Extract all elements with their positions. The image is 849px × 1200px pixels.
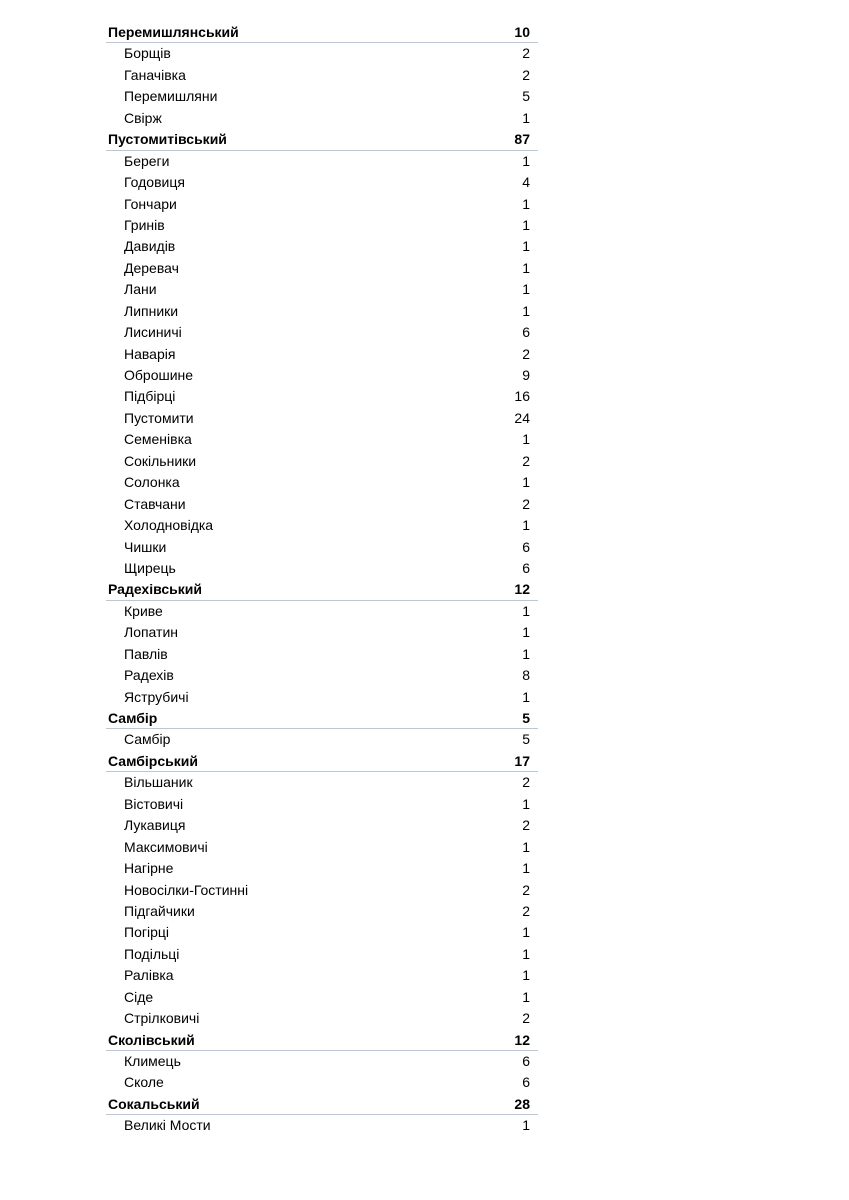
- settlement-name: Ралівка: [124, 967, 174, 984]
- settlement-row: [106, 1115, 538, 1136]
- settlement-name: Гринів: [124, 216, 165, 233]
- settlement-row: [106, 880, 538, 901]
- settlement-row: [106, 451, 538, 472]
- settlement-name: Погірці: [124, 924, 169, 941]
- settlement-count: 6: [522, 324, 530, 341]
- settlement-count: 1: [522, 238, 530, 255]
- settlement-count: 2: [522, 881, 530, 898]
- settlement-name: Давидів: [124, 238, 176, 255]
- settlement-count: 2: [522, 817, 530, 834]
- settlement-name: Підбірці: [124, 388, 176, 405]
- settlement-row: [106, 922, 538, 943]
- settlement-count: 1: [522, 945, 530, 962]
- settlement-count: 1: [522, 967, 530, 984]
- settlement-row: [106, 1072, 538, 1093]
- settlement-name: Солонка: [124, 474, 180, 491]
- settlement-row: [106, 494, 538, 515]
- settlement-count: 5: [522, 731, 530, 748]
- settlement-count: 2: [522, 345, 530, 362]
- settlement-count: 1: [522, 924, 530, 941]
- settlement-count: 1: [522, 1117, 530, 1134]
- settlement-name: Вільшаник: [124, 774, 193, 791]
- settlement-count: 2: [522, 452, 530, 469]
- settlement-row: [106, 622, 538, 643]
- settlement-name: Великі Мости: [124, 1117, 211, 1134]
- settlement-count: 1: [522, 474, 530, 491]
- settlement-row: [106, 301, 538, 322]
- settlement-count: 1: [522, 259, 530, 276]
- settlement-row: [106, 901, 538, 922]
- settlement-name: Перемишляни: [124, 88, 218, 105]
- settlement-name: Лопатин: [124, 624, 178, 641]
- district-name: Сколівський: [108, 1031, 195, 1048]
- settlement-name: Ставчани: [124, 495, 186, 512]
- settlement-name: Лисиничі: [124, 324, 182, 341]
- settlement-count: 1: [522, 860, 530, 877]
- settlement-row: [106, 644, 538, 665]
- district-total: 28: [514, 1095, 530, 1112]
- settlement-row: [106, 729, 538, 750]
- settlement-name: Максимовичі: [124, 838, 208, 855]
- settlement-count: 1: [522, 152, 530, 169]
- settlement-row: [106, 472, 538, 493]
- settlement-name: Гончари: [124, 195, 177, 212]
- settlement-count: 6: [522, 538, 530, 555]
- settlement-row: [106, 279, 538, 300]
- settlement-name: Сколе: [124, 1074, 164, 1091]
- settlement-count: 1: [522, 109, 530, 126]
- district-name: Сокальський: [108, 1095, 200, 1112]
- settlement-name: Борщів: [124, 45, 171, 62]
- settlement-row: [106, 687, 538, 708]
- settlement-count: 1: [522, 302, 530, 319]
- settlement-count: 1: [522, 795, 530, 812]
- settlement-name: Пустомити: [124, 409, 194, 426]
- settlement-count: 1: [522, 216, 530, 233]
- settlement-row: [106, 965, 538, 986]
- settlement-count: 2: [522, 1010, 530, 1027]
- settlement-count: 1: [522, 281, 530, 298]
- district-name: Перемишлянський: [108, 24, 239, 40]
- settlement-name: Вістовичі: [124, 795, 184, 812]
- settlement-count: 1: [522, 517, 530, 534]
- district-name: Самбірський: [108, 752, 198, 769]
- settlement-name: Підгайчики: [124, 902, 195, 919]
- settlement-name: Семенівка: [124, 431, 192, 448]
- settlement-name: Береги: [124, 152, 170, 169]
- settlement-count: 24: [514, 409, 530, 426]
- district-row: [106, 579, 538, 600]
- settlement-row: [106, 172, 538, 193]
- district-total: 12: [514, 1031, 530, 1048]
- settlement-count: 2: [522, 774, 530, 791]
- settlement-name: Липники: [124, 302, 179, 319]
- district-total: 10: [514, 24, 530, 40]
- settlement-count: 9: [522, 367, 530, 383]
- settlement-count: 1: [522, 624, 530, 641]
- settlement-row: [106, 794, 538, 815]
- settlement-name: Сіде: [124, 988, 154, 1005]
- settlement-count: 8: [522, 667, 530, 684]
- settlement-row: [106, 65, 538, 86]
- settlement-count: 2: [522, 495, 530, 512]
- settlement-row: [106, 601, 538, 622]
- settlement-name: Лани: [124, 281, 157, 298]
- settlement-row: [106, 322, 538, 343]
- settlement-count: 2: [522, 902, 530, 919]
- district-row: [106, 1094, 538, 1115]
- settlement-row: [106, 408, 538, 429]
- settlement-count: 1: [522, 645, 530, 662]
- district-row: [106, 22, 538, 43]
- settlement-name: Подільці: [124, 945, 180, 962]
- settlement-row: [106, 108, 538, 129]
- settlement-count: 1: [522, 988, 530, 1005]
- settlement-row: [106, 558, 538, 579]
- settlement-row: [106, 365, 538, 386]
- district-name: Самбір: [108, 710, 158, 726]
- settlement-count: 4: [522, 174, 530, 191]
- settlement-name: Щирець: [124, 559, 176, 576]
- settlement-row: [106, 215, 538, 236]
- district-settlement-table: [106, 22, 538, 1137]
- settlement-name: Лукавиця: [124, 817, 186, 834]
- settlement-count: 2: [522, 66, 530, 83]
- settlement-name: Чишки: [124, 538, 167, 555]
- settlement-name: Стрілковичі: [124, 1010, 200, 1027]
- settlement-row: [106, 429, 538, 450]
- settlement-name: Ганачівка: [124, 66, 186, 83]
- settlement-count: 6: [522, 1053, 530, 1069]
- settlement-name: Радехів: [124, 667, 174, 684]
- settlement-count: 1: [522, 602, 530, 619]
- settlement-row: [106, 1008, 538, 1029]
- settlement-name: Холодновідка: [124, 517, 214, 534]
- settlement-row: [106, 236, 538, 257]
- district-row: [106, 1030, 538, 1051]
- settlement-count: 1: [522, 195, 530, 212]
- district-total: 12: [514, 581, 530, 598]
- settlement-count: 1: [522, 838, 530, 855]
- settlement-row: [106, 258, 538, 279]
- settlement-row: [106, 86, 538, 107]
- settlement-row: [106, 151, 538, 172]
- district-total: 5: [522, 710, 530, 726]
- settlement-name: Деревач: [124, 259, 179, 276]
- settlement-name: Сокільники: [124, 452, 197, 469]
- district-name: Пустомитівський: [108, 131, 227, 148]
- settlement-row: [106, 772, 538, 793]
- settlement-row: [106, 537, 538, 558]
- settlement-count: 6: [522, 559, 530, 576]
- settlement-row: [106, 194, 538, 215]
- settlement-count: 1: [522, 431, 530, 448]
- district-total: 17: [514, 752, 530, 769]
- settlement-name: Новосілки-Гостинні: [124, 881, 249, 898]
- settlement-row: [106, 858, 538, 879]
- district-row: [106, 708, 538, 729]
- settlement-row: [106, 515, 538, 536]
- settlement-name: Павлів: [124, 645, 168, 662]
- settlement-count: 6: [522, 1074, 530, 1091]
- settlement-name: Годовиця: [124, 174, 185, 191]
- settlement-name: Самбір: [124, 731, 171, 748]
- settlement-row: [106, 944, 538, 965]
- settlement-name: Климець: [124, 1053, 181, 1069]
- settlement-name: Нагірне: [124, 860, 174, 877]
- settlement-count: 16: [514, 388, 530, 405]
- district-row: [106, 129, 538, 150]
- settlement-count: 2: [522, 45, 530, 62]
- settlement-row: [106, 837, 538, 858]
- settlement-row: [106, 43, 538, 64]
- settlement-row: [106, 386, 538, 407]
- district-total: 87: [514, 131, 530, 148]
- settlement-name: Криве: [124, 602, 163, 619]
- settlement-count: 1: [522, 688, 530, 705]
- settlement-name: Яструбичі: [124, 688, 189, 705]
- district-name: Радехівський: [108, 581, 202, 598]
- settlement-row: [106, 665, 538, 686]
- settlement-name: Оброшине: [124, 367, 194, 383]
- settlement-row: [106, 987, 538, 1008]
- settlement-count: 5: [522, 88, 530, 105]
- settlement-name: Наварія: [124, 345, 176, 362]
- settlement-row: [106, 815, 538, 836]
- settlement-row: [106, 344, 538, 365]
- district-row: [106, 751, 538, 772]
- settlement-row: [106, 1051, 538, 1072]
- settlement-name: Свірж: [124, 109, 162, 126]
